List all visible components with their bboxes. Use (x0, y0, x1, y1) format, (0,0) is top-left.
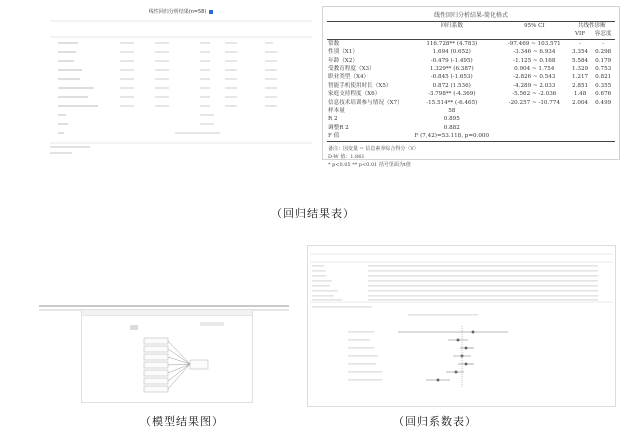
table-row (327, 65, 615, 73)
row-label: R 2 (328, 116, 338, 123)
table-cell: 0.753 (595, 66, 612, 73)
header-ci: 95% CI (523, 23, 545, 29)
row-label: 家庭支持程度（X6） (328, 91, 381, 98)
table-row (327, 48, 615, 56)
table-cell (591, 115, 615, 123)
row-label: 性别（X1） (328, 49, 358, 56)
table-cell: -1.125 ~ 0.168 (513, 57, 556, 64)
row-label: F 值 (328, 133, 340, 140)
table-subheader-row (327, 30, 615, 39)
table-cell: - (579, 40, 581, 47)
table-cell: 5.584 (572, 57, 589, 64)
table-cell: 0.179 (595, 57, 612, 64)
table-cell: 0.895 (443, 116, 460, 123)
table-header-row (327, 22, 615, 31)
regression-results-table (327, 21, 615, 142)
table-cell: -97.469 ~ 103.571 (507, 40, 561, 47)
table-cell (591, 132, 615, 141)
table-cell (591, 124, 615, 132)
row-label: 智能手机使用时长（X5） (328, 82, 392, 89)
thumb-line (39, 305, 289, 307)
table-cell: 1.48 (573, 91, 587, 98)
table-cell: 1.217 (572, 74, 589, 81)
table-cell: -0.479 (-1.495) (430, 57, 473, 64)
table-cell: -20.257 ~ -10.774 (508, 99, 560, 106)
table-cell: -2.826 ~ 0.543 (513, 74, 556, 81)
table-cell (569, 115, 592, 123)
table-cell: 1.694 (0.652) (432, 49, 471, 56)
table-cell: 0.298 (595, 49, 612, 56)
coefficient-table-lines (308, 246, 615, 406)
table-cell (569, 132, 592, 141)
table-cell: 1.329** (6.387) (429, 66, 474, 73)
table-cell (500, 132, 569, 141)
table-row (327, 132, 615, 141)
table-cell: -3.346 ~ 6.934 (513, 49, 556, 56)
table-cell: -15.514** (-6.465) (426, 99, 478, 106)
table-cell: 0.882 (443, 124, 460, 131)
row-label: 职业类型（X4） (328, 74, 370, 81)
note-2: D-W 值：1.861 (328, 153, 365, 160)
thumbnail-table-lines (50, 15, 312, 155)
caption-coefficient-table: （回归系数表） (393, 415, 477, 428)
note-1: 备注：因变量 = 信息素养综合得分（Y） (328, 145, 419, 152)
row-label: 受教育程度（X3） (328, 66, 375, 73)
table-row (327, 107, 615, 115)
table-row (327, 82, 615, 90)
table-cell: -5.562 ~ -2.036 (512, 91, 557, 98)
table-cell: 116.728** (4.783) (426, 40, 478, 47)
table-cell: 3.354 (572, 49, 589, 56)
path-diagram (82, 316, 252, 402)
header-coef: 回归系数 (440, 23, 463, 29)
table-cell: -3.798** (-4.369) (427, 91, 476, 98)
row-label: 年龄（X2） (328, 57, 358, 64)
table-cell: 0.355 (595, 82, 612, 89)
caption-regression-table: （回归结果表） (271, 207, 355, 220)
table-cell: 1.329 (572, 66, 589, 73)
table-notes (328, 145, 614, 169)
table-row (327, 115, 615, 123)
header-tolerance: 容忍度 (594, 31, 612, 38)
table-cell (500, 124, 569, 132)
diagram-window (81, 309, 253, 403)
table-cell: -4.289 ~ 2.033 (513, 82, 556, 89)
table-row (327, 57, 615, 65)
header-vif: VIF (574, 31, 586, 38)
header-collinearity: 共线性诊断 (577, 23, 606, 29)
table-cell: 0.821 (595, 74, 612, 81)
table-cell: - (602, 40, 605, 47)
table-cell: -0.845 (-1.653) (430, 74, 473, 81)
table-cell: 0.904 ~ 1.754 (514, 66, 555, 73)
row-label: 信息技术培训参与情况（X7） (328, 99, 403, 106)
row-label: 常数 (328, 40, 340, 47)
table-cell: 0.676 (595, 91, 612, 98)
table-cell (500, 115, 569, 123)
note-3: * p<0.05 ** p<0.01 括号里面为t值 (328, 161, 411, 168)
row-label: 调整R 2 (328, 124, 349, 131)
table-row (327, 90, 615, 98)
row-label: 样本量 (328, 108, 345, 115)
regression-table-thumbnail (50, 6, 312, 156)
coefficient-thumbnail (307, 245, 616, 407)
regression-results-title: 线性回归分析结果-简化格式 (433, 12, 509, 19)
table-row (327, 124, 615, 132)
table-row (327, 99, 615, 107)
table-cell (591, 107, 615, 115)
table-cell: 0.499 (595, 99, 612, 106)
table-cell: 58 (448, 108, 456, 115)
table-cell (569, 124, 592, 132)
info-icon (209, 10, 213, 14)
table-row (327, 39, 615, 48)
table-cell: 2.851 (572, 82, 589, 89)
caption-model-diagram: （模型结果图） (140, 415, 224, 428)
table-body (327, 39, 615, 141)
model-diagram-thumbnail (39, 305, 297, 403)
table-cell: 2.004 (572, 99, 589, 106)
thumbnail-title: 线性回归分析结果(n=58) (50, 8, 312, 15)
table-row (327, 73, 615, 81)
table-cell (569, 107, 592, 115)
table-cell: 0.872 (1.536) (432, 82, 471, 89)
regression-results-panel (322, 6, 620, 168)
table-cell: F (7,42)=53.118, p=0.000 (414, 133, 490, 140)
table-cell (500, 107, 569, 115)
